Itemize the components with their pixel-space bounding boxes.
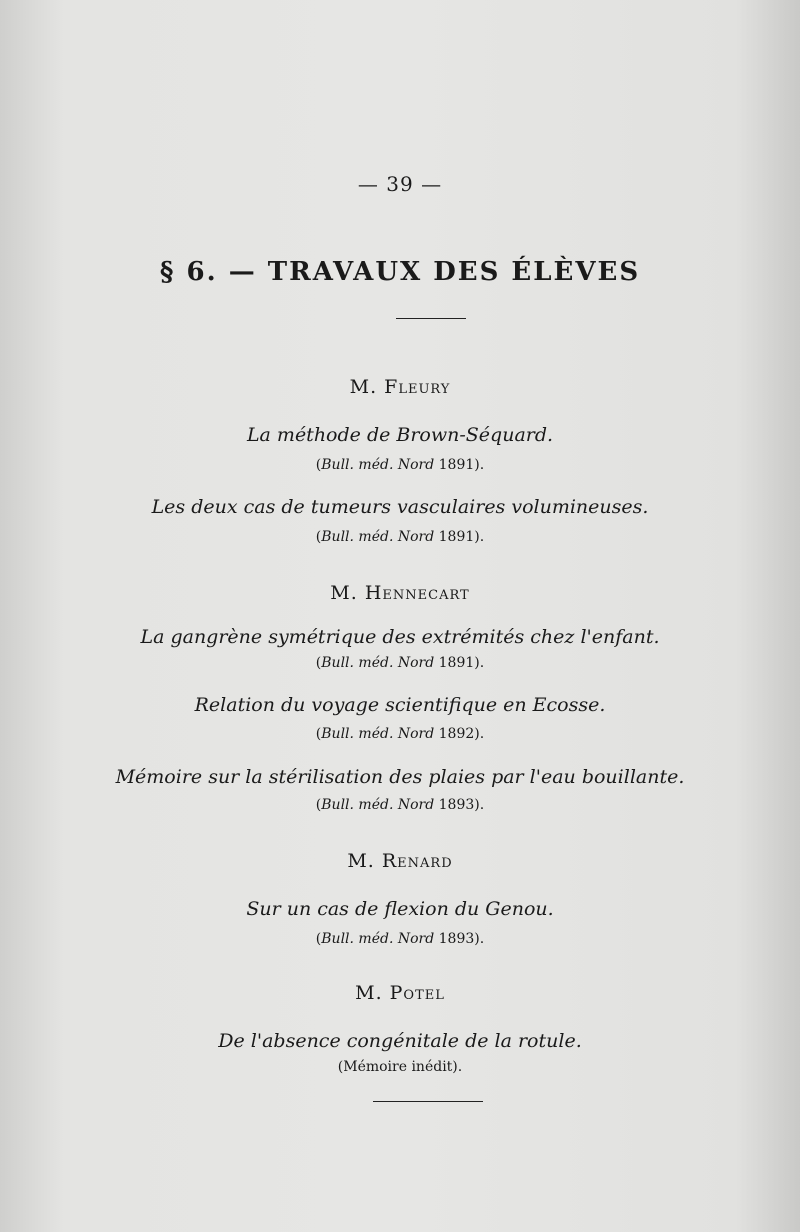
reference-year: 1891 xyxy=(438,655,475,671)
work-reference: (Bull. méd. Nord 1893). xyxy=(315,931,485,947)
work-title: Mémoire sur la stérilisation des plaies par l'eau bouillante. xyxy=(115,766,685,788)
work-title: Sur un cas de flexion du Genou. xyxy=(246,898,554,920)
reference-year: 1893 xyxy=(438,797,475,813)
reference-year: 1891 xyxy=(438,457,475,473)
reference-journal: Bull. méd. Nord xyxy=(321,797,435,813)
work-title: La gangrène symétrique des extrémités chez l'enfant. xyxy=(140,626,660,648)
closing-rule xyxy=(373,1101,483,1102)
reference-journal: Bull. méd. Nord xyxy=(321,529,435,545)
work-reference: (Bull. méd. Nord 1891). xyxy=(315,457,485,473)
work-reference: (Mémoire inédit). xyxy=(337,1059,463,1075)
work-reference: (Bull. méd. Nord 1892). xyxy=(315,726,485,742)
reference-year: 1892 xyxy=(438,726,475,742)
reference-journal: Bull. méd. Nord xyxy=(321,655,435,671)
work-title: Relation du voyage scientifique en Ecosse. xyxy=(194,694,606,716)
work-title: La méthode de Brown-Séquard. xyxy=(246,424,554,446)
author-name: M. Hennecart xyxy=(330,582,470,604)
work-title: De l'absence congénitale de la rotule. xyxy=(218,1030,582,1052)
work-reference: (Bull. méd. Nord 1893). xyxy=(315,797,485,813)
reference-year: 1893 xyxy=(438,931,475,947)
work-reference: (Bull. méd. Nord 1891). xyxy=(315,529,485,545)
work-reference: (Bull. méd. Nord 1891). xyxy=(315,655,485,671)
author-name: M. Fleury xyxy=(349,376,451,398)
title-rule xyxy=(396,318,466,319)
work-title: Les deux cas de tumeurs vasculaires volumineuses. xyxy=(151,496,649,518)
reference-journal: Bull. méd. Nord xyxy=(321,726,435,742)
reference-year: 1891 xyxy=(438,529,475,545)
page-number: — 39 — xyxy=(357,172,443,196)
reference-journal: Bull. méd. Nord xyxy=(321,931,435,947)
author-name: M. Renard xyxy=(347,850,453,872)
author-name: M. Potel xyxy=(355,982,445,1004)
reference-journal: Bull. méd. Nord xyxy=(321,457,435,473)
section-heading: § 6. — TRAVAUX DES ÉLÈVES xyxy=(159,257,641,287)
